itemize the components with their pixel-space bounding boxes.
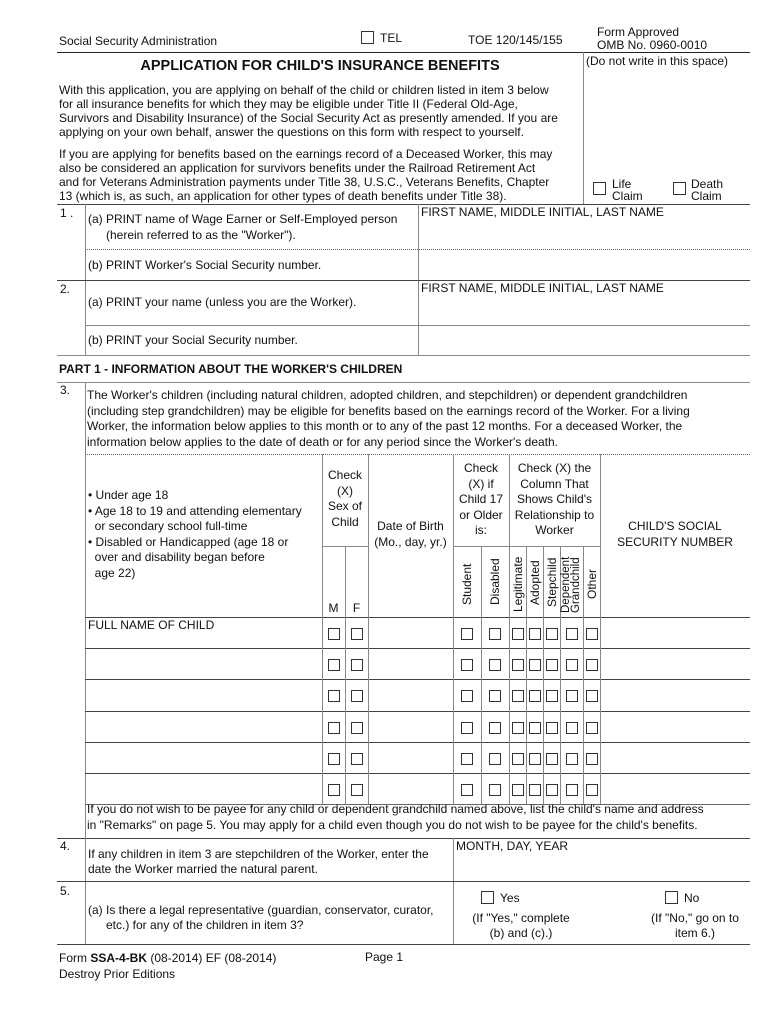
relationship-header-line: Shows Child's [517, 492, 592, 506]
child-ssn-header-line: CHILD'S SOCIAL [628, 519, 722, 533]
criteria-line: • Under age 18 [88, 488, 169, 502]
full-name-header: FULL NAME OF CHILD [88, 618, 215, 632]
intro-paragraph-2 [59, 147, 584, 203]
item3-top-border [57, 382, 750, 383]
child-ssn-input[interactable] [602, 651, 748, 676]
child-sex-m-checkbox[interactable] [328, 690, 340, 702]
child-stepchild-checkbox[interactable] [546, 690, 558, 702]
item2b-label: (b) PRINT your Social Security number. [88, 333, 298, 347]
item5-bottom-border [57, 944, 750, 945]
item2-divider [85, 325, 750, 326]
sex-header-line: Sex of [327, 499, 363, 513]
item5a-label-cont: etc.) for any of the children in item 3? [106, 918, 304, 932]
criteria-line: over and disability began before [88, 550, 265, 564]
age17-header-line: is: [475, 523, 487, 537]
child-dependent-grandchild-checkbox[interactable] [566, 690, 578, 702]
item3-intro [87, 388, 750, 450]
payee-note-line: in "Remarks" on page 5. You may apply for a child even though you do not wish to be payee for the child's benefits. [87, 817, 698, 832]
item3-intro-line: information below applies to the date of death or for any period since the Worker's death. [87, 434, 559, 449]
item4-top-border [57, 838, 750, 839]
child-sex-m-checkbox[interactable] [328, 784, 340, 796]
children-column-line [583, 546, 584, 804]
children-column-line [543, 546, 544, 804]
life-claim-line: Life [612, 177, 632, 191]
death-claim-checkbox[interactable] [673, 182, 686, 195]
children-column-line [481, 546, 482, 804]
child-dependent-grandchild-checkbox[interactable] [566, 659, 578, 671]
child-ssn-input[interactable] [602, 620, 748, 645]
item2a-label: (a) PRINT your name (unless you are the Worker). [88, 295, 357, 309]
child-sex-f-checkbox[interactable] [351, 753, 363, 765]
dob-header-line: Date of Birth [377, 519, 444, 533]
relationship-header [509, 461, 600, 539]
child-student-checkbox[interactable] [461, 659, 473, 671]
child-sex-f-checkbox[interactable] [351, 659, 363, 671]
item3-number: 3. [60, 383, 71, 397]
death-claim-line: Claim [691, 189, 722, 203]
form-id: SSA-4-BK [90, 951, 148, 965]
payee-note-line: If you do not wish to be payee for any child or dependent grandchild named above, list the child's name and address [87, 802, 704, 816]
child-adopted-checkbox[interactable] [529, 753, 541, 765]
part1-heading: PART 1 - INFORMATION ABOUT THE WORKER'S CHILDREN [59, 362, 403, 376]
child-sex-m-checkbox[interactable] [328, 659, 340, 671]
child-disabled-checkbox[interactable] [489, 659, 501, 671]
worker-name-input[interactable] [421, 222, 749, 248]
relationship-header-line: Relationship to [514, 507, 595, 522]
child-other-checkbox[interactable] [586, 659, 598, 671]
child-stepchild-checkbox[interactable] [546, 784, 558, 796]
child-dob-input[interactable] [370, 776, 451, 801]
item1-number: 1 . [60, 206, 74, 220]
intro-p2-line: also be considered an application for survivors benefits under the Railroad Retirement Act [59, 161, 536, 175]
item4-field-caption: MONTH, DAY, YEAR [456, 839, 569, 853]
page-number: Page 1 [365, 950, 404, 964]
criteria-line: • Age 18 to 19 and attending elementary [88, 503, 302, 518]
applicant-name-input[interactable] [421, 298, 749, 324]
item1-divider [85, 249, 750, 250]
item3-intro-line: The Worker's children (including natural children, adopted children, and stepchildren) or dependent grandchildren [87, 388, 688, 402]
child-disabled-checkbox[interactable] [489, 628, 501, 640]
child-dependent-grandchild-checkbox[interactable] [566, 753, 578, 765]
item5-no-note-line: (If "No," go on to [651, 911, 739, 925]
child-dob-input[interactable] [370, 651, 451, 676]
col-other: Other [584, 568, 599, 599]
child-name-input[interactable] [88, 745, 320, 770]
child-sex-m-checkbox[interactable] [328, 722, 340, 734]
relationship-header-line: Column That [520, 476, 589, 491]
child-legitimate-checkbox[interactable] [512, 784, 524, 796]
child-other-checkbox[interactable] [586, 690, 598, 702]
death-claim-label [691, 178, 723, 202]
intro-p1-line: for all insurance benefits for which they may be eligible under Title II (Federal Old-Age, [59, 97, 518, 111]
item2-number: 2. [60, 282, 71, 296]
sex-col-f: F [352, 601, 361, 615]
life-claim-label [612, 178, 643, 202]
children-table-top-border [85, 454, 750, 455]
age17-header [453, 461, 509, 539]
item3-intro-line: (including step grandchildren) may be eligible for benefits based on the earnings record of the Worker. For a living [87, 403, 690, 418]
child-legitimate-checkbox[interactable] [512, 628, 524, 640]
intro-paragraph-1 [59, 83, 584, 139]
dob-header [368, 519, 453, 550]
child-ssn-input[interactable] [602, 682, 748, 707]
child-other-checkbox[interactable] [586, 784, 598, 796]
child-adopted-checkbox[interactable] [529, 628, 541, 640]
tel-checkbox[interactable] [361, 31, 374, 44]
worker-ssn-input[interactable] [421, 252, 749, 278]
sex-header-line: Check [327, 468, 362, 482]
item5-no-checkbox[interactable] [665, 891, 678, 904]
item4-field-column-line [453, 838, 454, 944]
item5-top-border [57, 881, 750, 882]
child-ssn-input[interactable] [602, 745, 748, 770]
intro-p1-line: With this application, you are applying on behalf of the child or children listed in item 3 below [59, 83, 549, 97]
item2-bottom-border [57, 355, 750, 356]
item5-no-note-line: item 6.) [674, 926, 715, 940]
relationship-header-line: Worker [535, 523, 574, 537]
item1b-label: (b) PRINT Worker's Social Security number. [88, 258, 322, 272]
item5-no-note [635, 911, 755, 941]
age17-header-line: (X) if [468, 476, 494, 491]
item5-yes-note-line: (If "Yes," complete [472, 911, 570, 925]
child-dob-input[interactable] [370, 682, 451, 707]
child-row-border [85, 679, 750, 680]
criteria-line: age 22) [88, 565, 136, 580]
children-column-line [526, 546, 527, 804]
child-name-input[interactable] [88, 776, 320, 801]
intro-p2-line: 13 (which is, as such, an application for other types of death benefits under Title 38). [59, 189, 507, 203]
do-not-write-note: (Do not write in this space) [586, 54, 729, 68]
child-student-checkbox[interactable] [461, 628, 473, 640]
death-claim-line: Death [691, 177, 724, 191]
item5-yes-note [456, 911, 586, 941]
child-student-checkbox[interactable] [461, 784, 473, 796]
child-legitimate-checkbox[interactable] [512, 690, 524, 702]
child-student-checkbox[interactable] [461, 722, 473, 734]
form-prefix: Form [59, 951, 91, 965]
item2a-field-caption: FIRST NAME, MIDDLE INITIAL, LAST NAME [421, 281, 664, 295]
child-name-input[interactable] [88, 633, 320, 646]
dob-header-line: (Mo., day, yr.) [374, 534, 447, 549]
child-dependent-grandchild-checkbox[interactable] [566, 722, 578, 734]
child-stepchild-checkbox[interactable] [546, 753, 558, 765]
children-column-line [600, 454, 601, 804]
child-student-checkbox[interactable] [461, 690, 473, 702]
child-name-input[interactable] [88, 682, 320, 707]
col-stepchild: Stepchild [544, 557, 559, 607]
child-ssn-header-line: SECURITY NUMBER [617, 534, 733, 549]
col-adopted: Adopted [527, 560, 542, 605]
child-row-border [85, 711, 750, 712]
child-sex-f-checkbox[interactable] [351, 628, 363, 640]
child-stepchild-checkbox[interactable] [546, 628, 558, 640]
intro-p1-line: Survivors and Disability Insurance) of the Social Security Act as presently amended. If you are [59, 111, 558, 125]
item1a-label-cont: (herein referred to as the "Worker"). [106, 228, 296, 242]
child-row-border [85, 648, 750, 649]
item4-label-cont: date the Worker married the natural parent. [88, 862, 318, 876]
item5-yes-label: Yes [500, 891, 520, 905]
child-adopted-checkbox[interactable] [529, 659, 541, 671]
item5a-label: (a) Is there a legal representative (guardian, conservator, curator, [88, 903, 434, 917]
child-sex-m-checkbox[interactable] [328, 628, 340, 640]
intro-p2-line: and for Veterans Administration payments under Title 38, U.S.C., Veterans Benefits, Chapter [59, 175, 550, 189]
child-adopted-checkbox[interactable] [529, 690, 541, 702]
child-disabled-checkbox[interactable] [489, 722, 501, 734]
child-student-checkbox[interactable] [461, 753, 473, 765]
child-legitimate-checkbox[interactable] [512, 753, 524, 765]
child-legitimate-checkbox[interactable] [512, 659, 524, 671]
agency-name: Social Security Administration [59, 34, 218, 48]
criteria-line: or secondary school full-time [88, 519, 248, 533]
item1a-label: (a) PRINT name of Wage Earner or Self-Employed person [88, 212, 398, 226]
child-ssn-input[interactable] [602, 776, 748, 801]
marriage-date-input[interactable] [456, 856, 749, 878]
criteria-line: • Disabled or Handicapped (age 18 or [88, 534, 289, 549]
sex-col-m: M [328, 601, 339, 615]
item1a-field-caption: FIRST NAME, MIDDLE INITIAL, LAST NAME [421, 205, 664, 219]
child-dependent-grandchild-checkbox[interactable] [566, 628, 578, 640]
form-edition: (08-2014) EF (08-2014) [147, 951, 277, 965]
col-grandchild-line: Grandchild [570, 557, 582, 613]
children-column-line [368, 454, 369, 804]
child-stepchild-checkbox[interactable] [546, 659, 558, 671]
item4-number-column-line [85, 838, 86, 944]
child-stepchild-checkbox[interactable] [546, 722, 558, 734]
header-divider [57, 52, 750, 53]
child-sex-m-checkbox[interactable] [328, 753, 340, 765]
child-name-input[interactable] [88, 651, 320, 676]
child-adopted-checkbox[interactable] [529, 784, 541, 796]
child-dependent-grandchild-checkbox[interactable] [566, 784, 578, 796]
life-claim-line: Claim [612, 189, 643, 203]
child-ssn-header [600, 519, 750, 550]
child-name-input[interactable] [88, 714, 320, 739]
destroy-prior-editions: Destroy Prior Editions [59, 967, 176, 981]
intro-p1-line: applying on your own behalf, answer the questions on this form with respect to yourself. [59, 125, 524, 139]
age17-header-line: or Older [459, 507, 503, 522]
item4-label: If any children in item 3 are stepchildren of the Worker, enter the [88, 847, 429, 861]
item5-yes-checkbox[interactable] [481, 891, 494, 904]
sex-header-line: Child [331, 514, 359, 529]
child-row-border [85, 773, 750, 774]
col-disabled: Disabled [488, 558, 502, 605]
page-title: APPLICATION FOR CHILD'S INSURANCE BENEFITS [140, 58, 500, 74]
col-dependent-line: Dependent [560, 556, 572, 613]
child-adopted-checkbox[interactable] [529, 722, 541, 734]
relationship-header-line: Check (X) the [517, 461, 592, 475]
sex-header [322, 468, 368, 530]
applicant-ssn-input[interactable] [421, 328, 749, 354]
children-column-line [345, 546, 346, 804]
sex-header-line: (X) [337, 483, 353, 498]
child-other-checkbox[interactable] [586, 753, 598, 765]
child-sex-f-checkbox[interactable] [351, 784, 363, 796]
child-dob-input[interactable] [370, 714, 451, 739]
item5-yes-note-line: (b) and (c).) [489, 926, 553, 940]
toe-code: TOE 120/145/155 [468, 33, 563, 47]
life-claim-checkbox[interactable] [593, 182, 606, 195]
child-disabled-checkbox[interactable] [489, 753, 501, 765]
item5-no-label: No [684, 891, 700, 905]
child-dob-input[interactable] [370, 745, 451, 770]
child-disabled-checkbox[interactable] [489, 690, 501, 702]
col-dependent-grandchild [561, 557, 581, 613]
age17-header-line: Child 17 [458, 492, 504, 506]
child-row-border [85, 742, 750, 743]
payee-note [87, 802, 750, 833]
omb-number: OMB No. 0960-0010 [597, 38, 708, 52]
form-id-line [59, 951, 276, 965]
child-other-checkbox[interactable] [586, 722, 598, 734]
child-sex-f-checkbox[interactable] [351, 722, 363, 734]
intro-p2-line: If you are applying for benefits based on the earnings record of a Deceased Worker, this may [59, 147, 553, 161]
item5-number: 5. [60, 884, 71, 898]
tel-label: TEL [380, 31, 403, 45]
child-dob-input[interactable] [370, 620, 451, 645]
item4-number: 4. [60, 839, 71, 853]
col-student: Student [460, 563, 474, 605]
child-legitimate-checkbox[interactable] [512, 722, 524, 734]
child-disabled-checkbox[interactable] [489, 784, 501, 796]
age17-header-line: Check [463, 461, 498, 475]
col-legitimate: Legitimate [510, 556, 525, 612]
child-other-checkbox[interactable] [586, 628, 598, 640]
child-sex-f-checkbox[interactable] [351, 690, 363, 702]
child-ssn-input[interactable] [602, 714, 748, 739]
form-approved: Form Approved [597, 25, 680, 39]
eligibility-criteria [88, 488, 320, 581]
item3-intro-line: Worker, the information below applies to this month or to any of the past 12 months. For a deceased Worker, the [87, 419, 683, 433]
